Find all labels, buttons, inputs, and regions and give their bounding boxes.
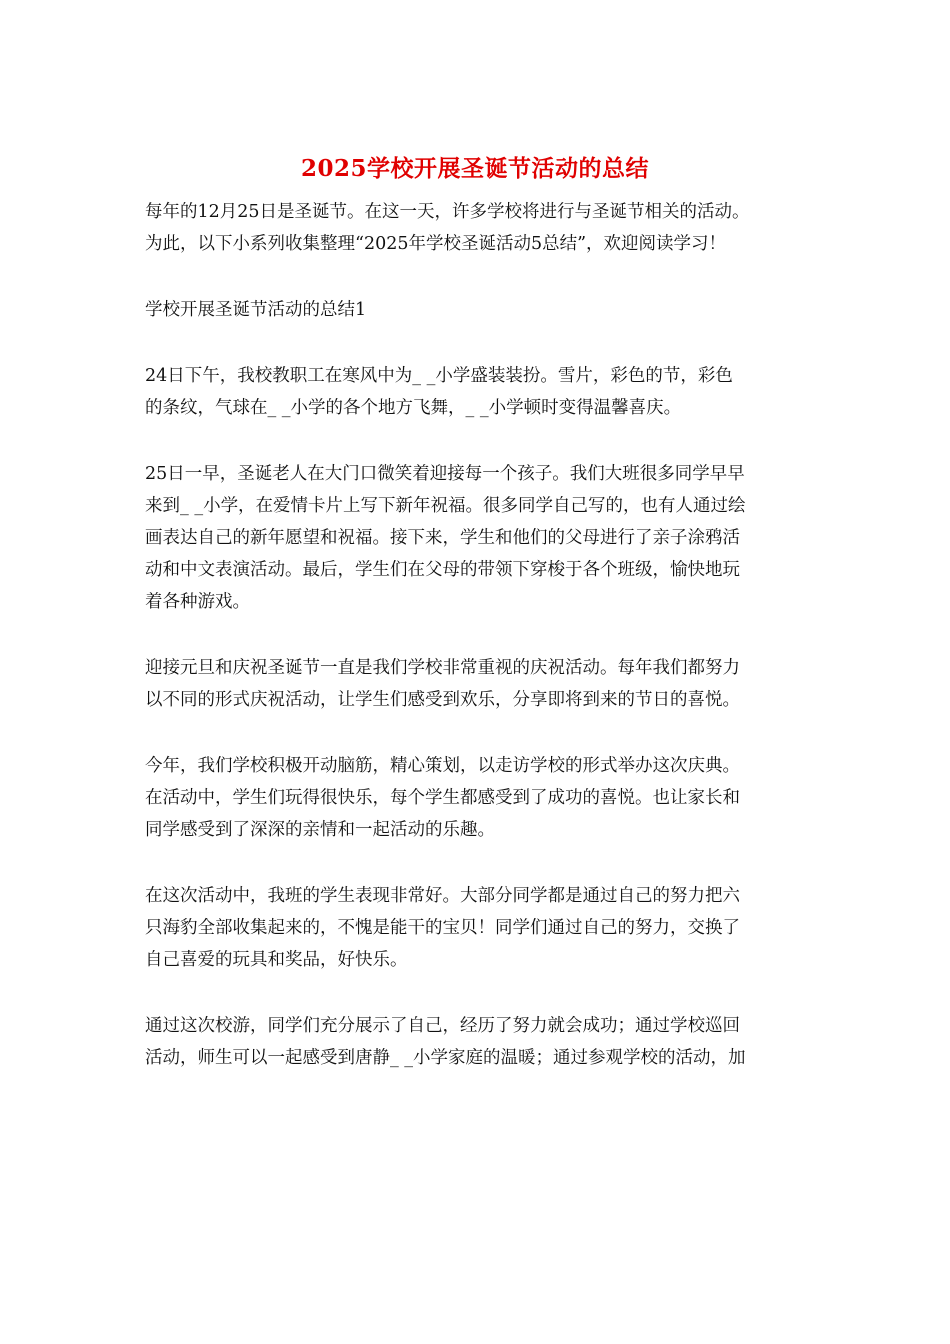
text-line: 25日一早，圣诞老人在大门口微笑着迎接每一个孩子。我们大班很多同学早早 [145, 464, 745, 484]
text-line: 学校开展圣诞节活动的总结1 [145, 300, 367, 320]
text-line: 自己喜爱的玩具和奖品，好快乐。 [145, 950, 408, 970]
text-line: 着各种游戏。 [145, 592, 250, 612]
text-line: 在这次活动中，我班的学生表现非常好。大部分同学都是通过自己的努力把六 [145, 886, 740, 906]
body-paragraph [145, 1010, 815, 1074]
text-line: 今年，我们学校积极开动脑筋，精心策划，以走访学校的形式举办这次庆典。 [145, 756, 740, 776]
text-line: 迎接元旦和庆祝圣诞节一直是我们学校非常重视的庆祝活动。每年我们都努力 [145, 658, 740, 678]
body-paragraph [145, 458, 815, 618]
text-line: 为此，以下小系列收集整理“2025年学校圣诞活动5总结”，欢迎阅读学习！ [145, 234, 727, 254]
text-line: 每年的12月25日是圣诞节。在这一天，许多学校将进行与圣诞节相关的活动。 [145, 202, 750, 222]
document-title: 2025学校开展圣诞节活动的总结 [300, 155, 649, 182]
text-line: 同学感受到了深深的亲情和一起活动的乐趣。 [145, 820, 495, 840]
text-line: 只海豹全部收集起来的，不愧是能干的宝贝！同学们通过自己的努力，交换了 [145, 918, 740, 938]
document-body [145, 196, 815, 1108]
text-line: 24日下午，我校教职工在寒风中为_ _小学盛装装扮。雪片，彩色的节，彩色 [145, 366, 733, 386]
section-heading [145, 294, 815, 326]
text-line: 通过这次校游，同学们充分展示了自己，经历了努力就会成功；通过学校巡回 [145, 1016, 740, 1036]
text-line: 以不同的形式庆祝活动，让学生们感受到欢乐，分享即将到来的节日的喜悦。 [145, 690, 740, 710]
body-paragraph [145, 750, 815, 846]
text-line: 活动，师生可以一起感受到唐静_ _小学家庭的温暖；通过参观学校的活动，加 [145, 1048, 746, 1068]
text-line: 的条纹，气球在_ _小学的各个地方飞舞，_ _小学顿时变得温馨喜庆。 [145, 398, 682, 418]
text-line: 来到_ _小学，在爱情卡片上写下新年祝福。很多同学自己写的，也有人通过绘 [145, 496, 746, 516]
body-paragraph [145, 360, 815, 424]
intro-paragraph [145, 196, 815, 260]
body-paragraph [145, 652, 815, 716]
text-line: 动和中文表演活动。最后，学生们在父母的带领下穿梭于各个班级，愉快地玩 [145, 560, 740, 580]
text-line: 在活动中，学生们玩得很快乐，每个学生都感受到了成功的喜悦。也让家长和 [145, 788, 740, 808]
text-line: 画表达自己的新年愿望和祝福。接下来，学生和他们的父母进行了亲子涂鸦活 [145, 528, 740, 548]
body-paragraph [145, 880, 815, 976]
